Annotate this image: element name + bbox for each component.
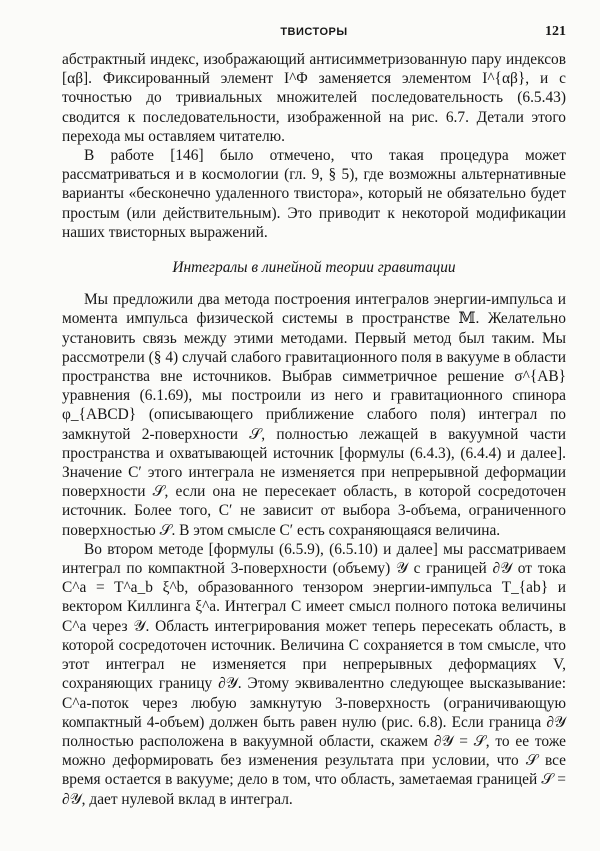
page-header	[62, 22, 566, 44]
running-title: ТВИСТОРЫ	[280, 26, 348, 38]
paragraph-4: Во втором методе [формулы (6.5.9), (6.5.10) и далее] мы рассматриваем интеграл по компактной 3-поверхности (объему) 𝒴 с границей ∂𝒴 от тока C^a = T^a_b ξ^b, образованного тензором энергии-импульса T_{ab} и вектором Киллинга ξ^a. Интеграл C имеет смысл полного потока величины C^a через 𝒴. Область интегрирования может теперь пересекать область, в которой сосредоточен источник. Величина C сохраняется в том смысле, что этот интеграл не изменяется при непрерывных деформациях V, сохраняющих границу ∂𝒴. Этому эквивалентно следующее высказывание: C^a-поток через любую замкнутую 3-поверхность (ограничивающую компактный 4-объем) должен быть равен нулю (рис. 6.8). Если граница ∂𝒴 полностью расположена в вакуумной области, скажем ∂𝒴 = 𝒮, то ее тоже можно деформировать без изменения результата при условии, что 𝒮 все время остается в вакууме; дело в том, что область, заметаемая границей 𝒮 = ∂𝒴, дает нулевой вклад в интеграл.	[62, 540, 566, 808]
book-page	[62, 22, 566, 809]
page-number: 121	[545, 24, 566, 39]
paragraph-1: абстрактный индекс, изображающий антисимметризованную пару индексов [αβ]. Фиксированный элемент I^Φ заменяется элементом I^{αβ}, и с точностью до тривиальных множителей последовательность (6.5.43) сводится к последовательности, изображенной на рис. 6.7. Детали этого перехода мы оставляем читателю.	[62, 51, 566, 145]
paragraph-2: В работе [146] было отмечено, что такая процедура может рассматриваться и в космологии (гл. 9, § 5), где возможны альтернативные варианты «бесконечно удаленного твистора», который не обязательно будет простым (или действительным). Это приводит к некоторой модификации наших твисторных выражений.	[62, 147, 566, 241]
paragraph-3: Мы предложили два метода построения интегралов энергии-импульса и момента импульса физической системы в пространстве 𝕄. Желательно установить связь между этими методами. Первый метод был таким. Мы рассмотрели (§ 4) случай слабого гравитационного поля в вакууме в области пространства вне источников. Выбрав симметричное решение σ^{AB} уравнения (6.1.69), мы построили из него и гравитационного спинора φ_{ABCD} (описывающего приближение слабого поля) интеграл по замкнутой 2-поверхности 𝒮, полностью лежащей в вакуумной части пространства и охватывающей источник [формулы (6.4.3), (6.4.4) и далее]. Значение C′ этого интеграла не изменяется при непрерывной деформации поверхности 𝒮, если она не пересекает область, в которой сосредоточен источник. Более того, C′ не зависит от выбора 3-объема, ограниченного поверхностью 𝒮. В этом смысле C′ есть сохраняющаяся величина.	[62, 291, 566, 539]
section-heading: Интегралы в линейной теории гравитации	[172, 259, 456, 277]
